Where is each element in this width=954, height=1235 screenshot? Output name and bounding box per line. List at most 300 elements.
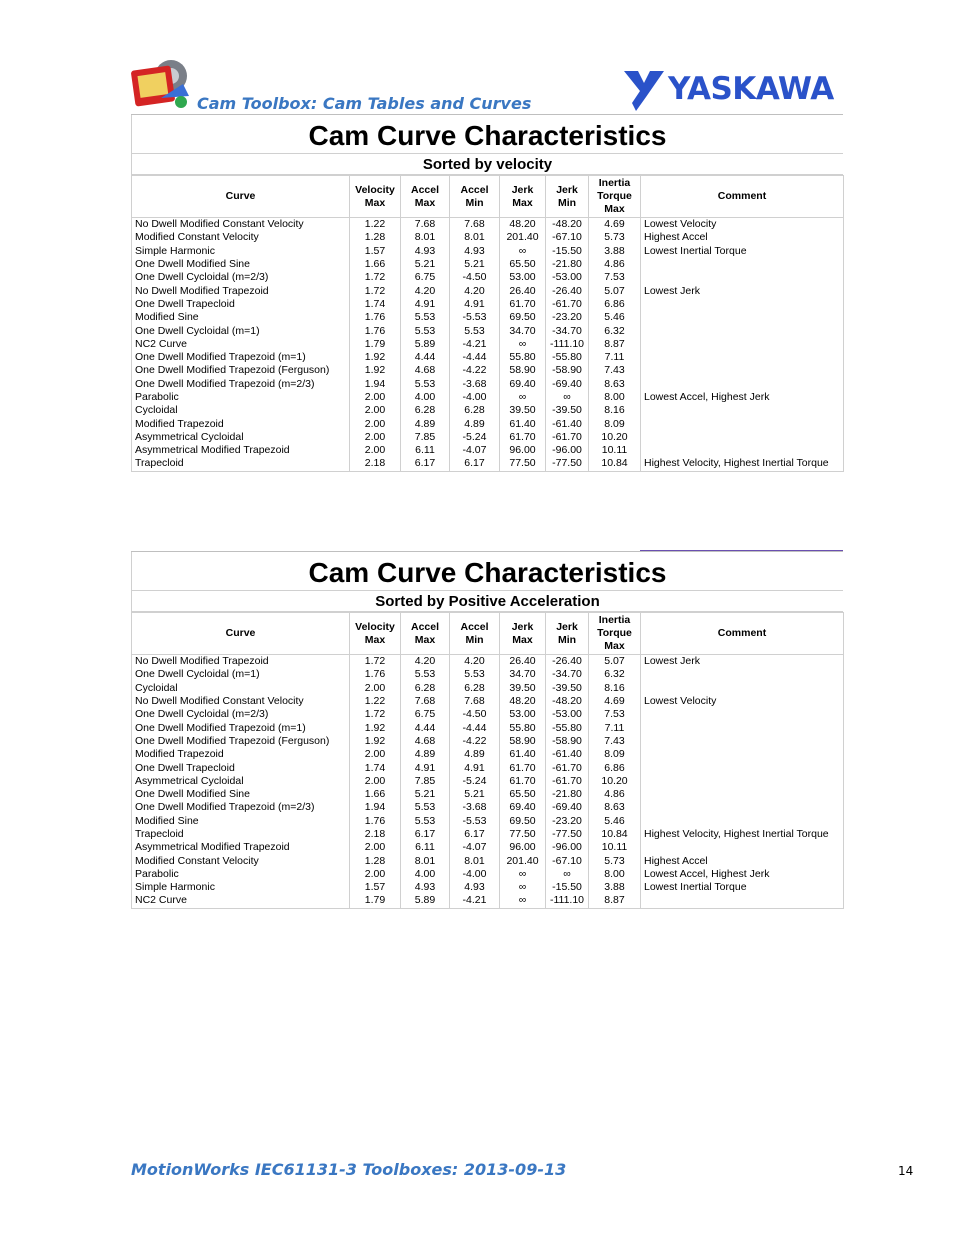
table-row — [132, 245, 844, 258]
value-cell: ∞ — [546, 391, 589, 404]
value-cell: -61.40 — [546, 748, 589, 761]
table-row — [132, 417, 844, 430]
value-cell: 4.89 — [401, 417, 450, 430]
table-row — [132, 881, 844, 894]
value-cell: 6.17 — [450, 457, 500, 471]
value-cell: 4.86 — [589, 788, 641, 801]
value-cell: 5.07 — [589, 655, 641, 669]
value-cell: 5.89 — [401, 338, 450, 351]
value-cell: -61.70 — [546, 775, 589, 788]
table-row — [132, 868, 844, 881]
comment-cell — [641, 444, 844, 457]
column-header: Jerk Min — [546, 176, 589, 218]
value-cell: 2.00 — [350, 682, 401, 695]
value-cell: -21.80 — [546, 788, 589, 801]
value-cell: 7.68 — [450, 695, 500, 708]
header-row — [132, 613, 844, 655]
column-header: Curve — [132, 613, 350, 655]
comment-cell — [641, 761, 844, 774]
value-cell: 5.21 — [450, 258, 500, 271]
comment-cell — [641, 324, 844, 337]
value-cell: -23.20 — [546, 815, 589, 828]
value-cell: 4.20 — [401, 284, 450, 297]
value-cell: 1.72 — [350, 284, 401, 297]
value-cell: -77.50 — [546, 457, 589, 471]
value-cell: 1.74 — [350, 761, 401, 774]
value-cell: -4.22 — [450, 364, 500, 377]
value-cell: 5.53 — [450, 668, 500, 681]
value-cell: 5.21 — [401, 258, 450, 271]
value-cell: -55.80 — [546, 721, 589, 734]
curve-name-cell: One Dwell Modified Trapezoid (Ferguson) — [132, 364, 350, 377]
value-cell: 4.93 — [450, 881, 500, 894]
value-cell: -58.90 — [546, 364, 589, 377]
cam-table-velocity — [131, 114, 843, 472]
value-cell: -61.70 — [546, 431, 589, 444]
value-cell: -4.50 — [450, 708, 500, 721]
table-row — [132, 378, 844, 391]
value-cell: 48.20 — [500, 695, 546, 708]
curve-name-cell: One Dwell Cycloidal (m=2/3) — [132, 271, 350, 284]
table-row — [132, 258, 844, 271]
table-row — [132, 218, 844, 232]
value-cell: 8.00 — [589, 391, 641, 404]
value-cell: 77.50 — [500, 828, 546, 841]
comment-cell — [641, 311, 844, 324]
value-cell: 6.28 — [450, 682, 500, 695]
value-cell: 4.91 — [401, 761, 450, 774]
table-row — [132, 894, 844, 908]
value-cell: 69.40 — [500, 378, 546, 391]
value-cell: 10.20 — [589, 431, 641, 444]
value-cell: 69.50 — [500, 311, 546, 324]
value-cell: 6.11 — [401, 841, 450, 854]
table-row — [132, 404, 844, 417]
comment-cell — [641, 815, 844, 828]
value-cell: -111.10 — [546, 338, 589, 351]
column-header: Velocity Max — [350, 176, 401, 218]
value-cell: 10.11 — [589, 841, 641, 854]
value-cell: 6.86 — [589, 298, 641, 311]
value-cell: 1.76 — [350, 815, 401, 828]
value-cell: 6.75 — [401, 708, 450, 721]
comment-cell — [641, 351, 844, 364]
table-row — [132, 815, 844, 828]
value-cell: 65.50 — [500, 788, 546, 801]
column-header: Comment — [641, 613, 844, 655]
table-row — [132, 708, 844, 721]
value-cell: 7.68 — [401, 218, 450, 232]
curve-name-cell: One Dwell Cycloidal (m=2/3) — [132, 708, 350, 721]
value-cell: 1.79 — [350, 894, 401, 908]
table-row — [132, 761, 844, 774]
column-header: Jerk Max — [500, 613, 546, 655]
value-cell: 5.53 — [401, 378, 450, 391]
value-cell: 4.68 — [401, 364, 450, 377]
value-cell: 2.00 — [350, 391, 401, 404]
curve-name-cell: Parabolic — [132, 391, 350, 404]
value-cell: -67.10 — [546, 231, 589, 244]
value-cell: 48.20 — [500, 218, 546, 232]
value-cell: 4.89 — [401, 748, 450, 761]
comment-cell — [641, 788, 844, 801]
curve-name-cell: Modified Sine — [132, 311, 350, 324]
value-cell: -3.68 — [450, 801, 500, 814]
curve-name-cell: One Dwell Modified Trapezoid (m=1) — [132, 351, 350, 364]
value-cell: -34.70 — [546, 324, 589, 337]
value-cell: 5.53 — [401, 668, 450, 681]
value-cell: 61.70 — [500, 431, 546, 444]
comment-cell — [641, 404, 844, 417]
curve-name-cell: No Dwell Modified Trapezoid — [132, 284, 350, 297]
value-cell: -58.90 — [546, 735, 589, 748]
value-cell: 7.11 — [589, 351, 641, 364]
value-cell: 4.69 — [589, 695, 641, 708]
table-row — [132, 284, 844, 297]
value-cell: 69.40 — [500, 801, 546, 814]
curve-name-cell: One Dwell Modified Trapezoid (m=2/3) — [132, 378, 350, 391]
table-row — [132, 338, 844, 351]
value-cell: 5.53 — [450, 324, 500, 337]
comment-cell — [641, 364, 844, 377]
value-cell: 8.16 — [589, 404, 641, 417]
value-cell: -61.70 — [546, 298, 589, 311]
header-row — [132, 176, 844, 218]
curve-name-cell: Trapecloid — [132, 457, 350, 471]
value-cell: 8.01 — [450, 854, 500, 867]
value-cell: 7.68 — [450, 218, 500, 232]
value-cell: 1.76 — [350, 324, 401, 337]
comment-cell: Highest Velocity, Highest Inertial Torque — [641, 457, 844, 471]
value-cell: 4.86 — [589, 258, 641, 271]
value-cell: 8.87 — [589, 894, 641, 908]
curve-name-cell: Parabolic — [132, 868, 350, 881]
value-cell: -67.10 — [546, 854, 589, 867]
curve-name-cell: Simple Harmonic — [132, 881, 350, 894]
curve-name-cell: Asymmetrical Cycloidal — [132, 431, 350, 444]
value-cell: 4.69 — [589, 218, 641, 232]
value-cell: 3.88 — [589, 881, 641, 894]
curve-name-cell: Modified Constant Velocity — [132, 854, 350, 867]
table-row — [132, 457, 844, 471]
value-cell: 7.43 — [589, 735, 641, 748]
value-cell: 53.00 — [500, 271, 546, 284]
sheet-title: Cam Curve Characteristics — [131, 552, 843, 591]
table-row — [132, 655, 844, 669]
value-cell: 1.28 — [350, 231, 401, 244]
table-row — [132, 351, 844, 364]
data-table — [131, 612, 844, 909]
value-cell: 5.73 — [589, 854, 641, 867]
value-cell: -15.50 — [546, 881, 589, 894]
value-cell: -5.53 — [450, 311, 500, 324]
curve-name-cell: One Dwell Modified Sine — [132, 788, 350, 801]
value-cell: 96.00 — [500, 841, 546, 854]
cam-table-acceleration — [131, 551, 843, 909]
value-cell: 4.00 — [401, 868, 450, 881]
value-cell: 4.91 — [450, 761, 500, 774]
value-cell: -69.40 — [546, 378, 589, 391]
value-cell: 69.50 — [500, 815, 546, 828]
column-header: Accel Min — [450, 176, 500, 218]
value-cell: ∞ — [546, 868, 589, 881]
value-cell: -53.00 — [546, 271, 589, 284]
value-cell: 1.72 — [350, 708, 401, 721]
value-cell: 58.90 — [500, 364, 546, 377]
comment-cell — [641, 841, 844, 854]
value-cell: -77.50 — [546, 828, 589, 841]
value-cell: -53.00 — [546, 708, 589, 721]
comment-cell — [641, 708, 844, 721]
value-cell: 5.07 — [589, 284, 641, 297]
comment-cell: Lowest Velocity — [641, 695, 844, 708]
value-cell: 6.17 — [401, 457, 450, 471]
column-header: Velocity Max — [350, 613, 401, 655]
curve-name-cell: One Dwell Cycloidal (m=1) — [132, 668, 350, 681]
comment-cell — [641, 298, 844, 311]
column-header: Inertia Torque Max — [589, 613, 641, 655]
comment-cell: Lowest Accel, Highest Jerk — [641, 391, 844, 404]
column-header: Inertia Torque Max — [589, 176, 641, 218]
yaskawa-logo — [622, 66, 844, 112]
curve-name-cell: Cycloidal — [132, 682, 350, 695]
value-cell: -55.80 — [546, 351, 589, 364]
curve-name-cell: NC2 Curve — [132, 338, 350, 351]
curve-name-cell: Cycloidal — [132, 404, 350, 417]
value-cell: 4.91 — [401, 298, 450, 311]
value-cell: 55.80 — [500, 721, 546, 734]
comment-cell — [641, 378, 844, 391]
value-cell: 4.44 — [401, 351, 450, 364]
comment-cell — [641, 748, 844, 761]
table-row — [132, 231, 844, 244]
comment-cell — [641, 258, 844, 271]
value-cell: -4.44 — [450, 351, 500, 364]
sheet-subtitle: Sorted by velocity — [131, 154, 843, 175]
value-cell: 7.53 — [589, 708, 641, 721]
value-cell: 5.53 — [401, 801, 450, 814]
value-cell: 201.40 — [500, 231, 546, 244]
comment-cell — [641, 271, 844, 284]
value-cell: ∞ — [500, 391, 546, 404]
value-cell: 6.86 — [589, 761, 641, 774]
comment-cell — [641, 721, 844, 734]
value-cell: -4.21 — [450, 894, 500, 908]
value-cell: 4.93 — [450, 245, 500, 258]
value-cell: 1.22 — [350, 218, 401, 232]
value-cell: 8.01 — [401, 854, 450, 867]
value-cell: -5.24 — [450, 775, 500, 788]
value-cell: 7.85 — [401, 775, 450, 788]
value-cell: -5.24 — [450, 431, 500, 444]
curve-name-cell: One Dwell Modified Trapezoid (m=2/3) — [132, 801, 350, 814]
value-cell: 34.70 — [500, 324, 546, 337]
value-cell: 8.00 — [589, 868, 641, 881]
value-cell: -96.00 — [546, 841, 589, 854]
column-header: Accel Min — [450, 613, 500, 655]
yaskawa-mark-icon — [622, 67, 666, 111]
value-cell: 2.18 — [350, 457, 401, 471]
value-cell: 61.70 — [500, 761, 546, 774]
value-cell: 6.28 — [401, 404, 450, 417]
value-cell: 5.53 — [401, 311, 450, 324]
value-cell: 61.70 — [500, 775, 546, 788]
value-cell: 10.11 — [589, 444, 641, 457]
column-header: Jerk Min — [546, 613, 589, 655]
table-row — [132, 431, 844, 444]
curve-name-cell: NC2 Curve — [132, 894, 350, 908]
value-cell: 4.68 — [401, 735, 450, 748]
value-cell: -4.00 — [450, 868, 500, 881]
comment-cell: Lowest Inertial Torque — [641, 881, 844, 894]
value-cell: ∞ — [500, 894, 546, 908]
value-cell: 5.89 — [401, 894, 450, 908]
table-row — [132, 682, 844, 695]
comment-cell: Highest Accel — [641, 854, 844, 867]
document-section-title: Cam Toolbox: Cam Tables and Curves — [197, 94, 532, 113]
value-cell: 5.46 — [589, 815, 641, 828]
value-cell: 1.92 — [350, 735, 401, 748]
curve-name-cell: One Dwell Cycloidal (m=1) — [132, 324, 350, 337]
value-cell: 2.00 — [350, 404, 401, 417]
value-cell: -39.50 — [546, 682, 589, 695]
value-cell: -15.50 — [546, 245, 589, 258]
curve-name-cell: Modified Trapezoid — [132, 748, 350, 761]
table-row — [132, 695, 844, 708]
value-cell: 6.17 — [401, 828, 450, 841]
value-cell: -5.53 — [450, 815, 500, 828]
value-cell: 55.80 — [500, 351, 546, 364]
value-cell: 65.50 — [500, 258, 546, 271]
table-row — [132, 271, 844, 284]
curve-name-cell: One Dwell Modified Trapezoid (Ferguson) — [132, 735, 350, 748]
value-cell: 4.44 — [401, 721, 450, 734]
table-row — [132, 801, 844, 814]
value-cell: -69.40 — [546, 801, 589, 814]
curve-name-cell: Simple Harmonic — [132, 245, 350, 258]
value-cell: -4.21 — [450, 338, 500, 351]
value-cell: 8.63 — [589, 801, 641, 814]
table-row — [132, 298, 844, 311]
comment-cell — [641, 417, 844, 430]
value-cell: 1.22 — [350, 695, 401, 708]
value-cell: 4.93 — [401, 245, 450, 258]
value-cell: -39.50 — [546, 404, 589, 417]
column-header: Accel Max — [401, 176, 450, 218]
value-cell: 2.00 — [350, 868, 401, 881]
table-row — [132, 788, 844, 801]
value-cell: -4.44 — [450, 721, 500, 734]
value-cell: 2.00 — [350, 841, 401, 854]
table-row — [132, 841, 844, 854]
value-cell: 1.94 — [350, 801, 401, 814]
value-cell: 77.50 — [500, 457, 546, 471]
data-table — [131, 175, 844, 472]
value-cell: ∞ — [500, 338, 546, 351]
value-cell: 4.91 — [450, 298, 500, 311]
value-cell: 5.21 — [450, 788, 500, 801]
value-cell: 7.68 — [401, 695, 450, 708]
curve-name-cell: No Dwell Modified Trapezoid — [132, 655, 350, 669]
toolbox-logo-icon — [131, 58, 197, 112]
value-cell: 7.11 — [589, 721, 641, 734]
value-cell: 34.70 — [500, 668, 546, 681]
value-cell: 6.11 — [401, 444, 450, 457]
value-cell: 1.57 — [350, 881, 401, 894]
value-cell: 1.92 — [350, 351, 401, 364]
value-cell: 8.09 — [589, 748, 641, 761]
comment-cell: Highest Velocity, Highest Inertial Torque — [641, 828, 844, 841]
comment-cell: Lowest Velocity — [641, 218, 844, 232]
comment-cell — [641, 668, 844, 681]
comment-cell — [641, 431, 844, 444]
comment-cell: Lowest Accel, Highest Jerk — [641, 868, 844, 881]
table-row — [132, 721, 844, 734]
value-cell: -23.20 — [546, 311, 589, 324]
value-cell: 8.87 — [589, 338, 641, 351]
curve-name-cell: One Dwell Modified Sine — [132, 258, 350, 271]
value-cell: 2.00 — [350, 748, 401, 761]
value-cell: 6.32 — [589, 324, 641, 337]
curve-name-cell: Modified Constant Velocity — [132, 231, 350, 244]
curve-name-cell: Asymmetrical Modified Trapezoid — [132, 841, 350, 854]
value-cell: 8.16 — [589, 682, 641, 695]
value-cell: 10.20 — [589, 775, 641, 788]
comment-cell — [641, 775, 844, 788]
value-cell: -4.07 — [450, 444, 500, 457]
value-cell: 58.90 — [500, 735, 546, 748]
value-cell: 4.20 — [450, 655, 500, 669]
curve-name-cell: Modified Trapezoid — [132, 417, 350, 430]
comment-cell: Lowest Jerk — [641, 284, 844, 297]
value-cell: 1.66 — [350, 788, 401, 801]
value-cell: 26.40 — [500, 284, 546, 297]
comment-cell — [641, 801, 844, 814]
value-cell: -111.10 — [546, 894, 589, 908]
table-row — [132, 828, 844, 841]
value-cell: 1.92 — [350, 364, 401, 377]
curve-name-cell: No Dwell Modified Constant Velocity — [132, 695, 350, 708]
value-cell: 4.00 — [401, 391, 450, 404]
value-cell: 53.00 — [500, 708, 546, 721]
value-cell: 2.18 — [350, 828, 401, 841]
value-cell: 1.74 — [350, 298, 401, 311]
value-cell: -4.22 — [450, 735, 500, 748]
footer-document-title: MotionWorks IEC61131-3 Toolboxes: 2013-09-13 — [131, 1160, 567, 1179]
table-row — [132, 311, 844, 324]
curve-name-cell: Modified Sine — [132, 815, 350, 828]
value-cell: 8.01 — [450, 231, 500, 244]
value-cell: 6.28 — [450, 404, 500, 417]
comment-cell — [641, 338, 844, 351]
table-row — [132, 668, 844, 681]
value-cell: -34.70 — [546, 668, 589, 681]
column-header: Accel Max — [401, 613, 450, 655]
value-cell: 10.84 — [589, 457, 641, 471]
value-cell: 2.00 — [350, 775, 401, 788]
value-cell: 1.92 — [350, 721, 401, 734]
table-row — [132, 748, 844, 761]
value-cell: 201.40 — [500, 854, 546, 867]
curve-name-cell: Asymmetrical Cycloidal — [132, 775, 350, 788]
value-cell: 1.79 — [350, 338, 401, 351]
value-cell: 1.94 — [350, 378, 401, 391]
value-cell: 4.89 — [450, 417, 500, 430]
value-cell: -96.00 — [546, 444, 589, 457]
value-cell: ∞ — [500, 868, 546, 881]
value-cell: -3.68 — [450, 378, 500, 391]
table-row — [132, 735, 844, 748]
